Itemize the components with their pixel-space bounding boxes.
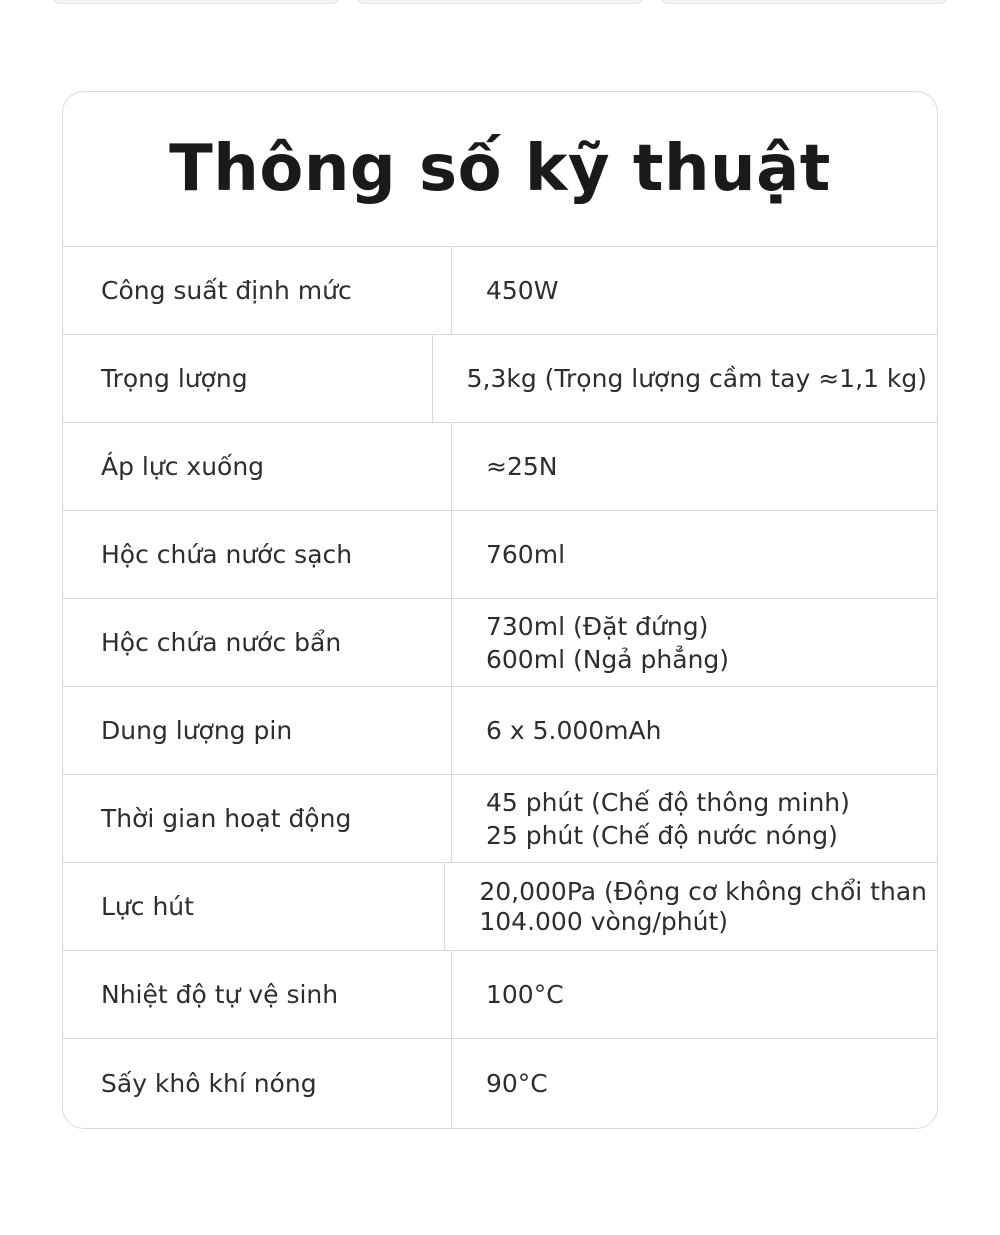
spec-label: Nhiệt độ tự vệ sinh [63, 951, 452, 1038]
spec-value [452, 1039, 937, 1127]
spec-value-line: 6 x 5.000mAh [486, 716, 662, 745]
spec-row [63, 775, 937, 863]
spec-row [63, 687, 937, 775]
spec-row [63, 863, 937, 951]
spec-value-line: 600ml (Ngả phẳng) [486, 644, 730, 674]
spec-value-line: 5,3kg (Trọng lượng cầm tay ≈1,1 kg) [466, 364, 927, 393]
spec-value [452, 423, 937, 510]
spec-row [63, 951, 937, 1039]
top-tab-3[interactable] [660, 0, 948, 4]
spec-label: Dung lượng pin [63, 687, 452, 774]
top-tab-1[interactable] [52, 0, 340, 4]
spec-value-line: 450W [486, 276, 559, 305]
spec-label: Hộc chứa nước bẩn [63, 599, 452, 686]
top-tab-2[interactable] [356, 0, 644, 4]
spec-row [63, 1039, 937, 1127]
spec-value [452, 599, 937, 686]
spec-value-line: 730ml (Đặt đứng) [486, 611, 709, 641]
spec-row [63, 599, 937, 687]
spec-value [452, 511, 937, 598]
spec-value-line: 760ml [486, 540, 566, 569]
spec-label: Thời gian hoạt động [63, 775, 452, 862]
spec-value-line: 25 phút (Chế độ nước nóng) [486, 820, 838, 850]
spec-table [63, 247, 937, 1127]
spec-value-line: 104.000 vòng/phút) [479, 906, 729, 936]
spec-label: Hộc chứa nước sạch [63, 511, 452, 598]
spec-value-line: 45 phút (Chế độ thông minh) [486, 787, 850, 817]
spec-value [452, 247, 937, 334]
spec-card [62, 91, 938, 1129]
spec-title: Thông số kỹ thuật [63, 92, 937, 247]
spec-value [452, 775, 937, 862]
spec-value-line: ≈25N [486, 452, 558, 481]
spec-row [63, 335, 937, 423]
spec-row [63, 423, 937, 511]
spec-value-line: 20,000Pa (Động cơ không chổi than [479, 876, 927, 906]
spec-label: Trọng lượng [63, 335, 433, 422]
top-tabs-strip [0, 0, 1000, 6]
spec-label: Sấy khô khí nóng [63, 1039, 452, 1127]
spec-label: Áp lực xuống [63, 423, 452, 510]
spec-value-line: 90°C [486, 1068, 548, 1098]
spec-value-line: 100°C [486, 980, 564, 1009]
spec-value [433, 335, 937, 422]
spec-value [452, 687, 937, 774]
spec-value [452, 951, 937, 1038]
spec-row [63, 247, 937, 335]
spec-value [445, 863, 937, 950]
spec-row [63, 511, 937, 599]
spec-label: Lực hút [63, 863, 445, 950]
spec-label: Công suất định mức [63, 247, 452, 334]
